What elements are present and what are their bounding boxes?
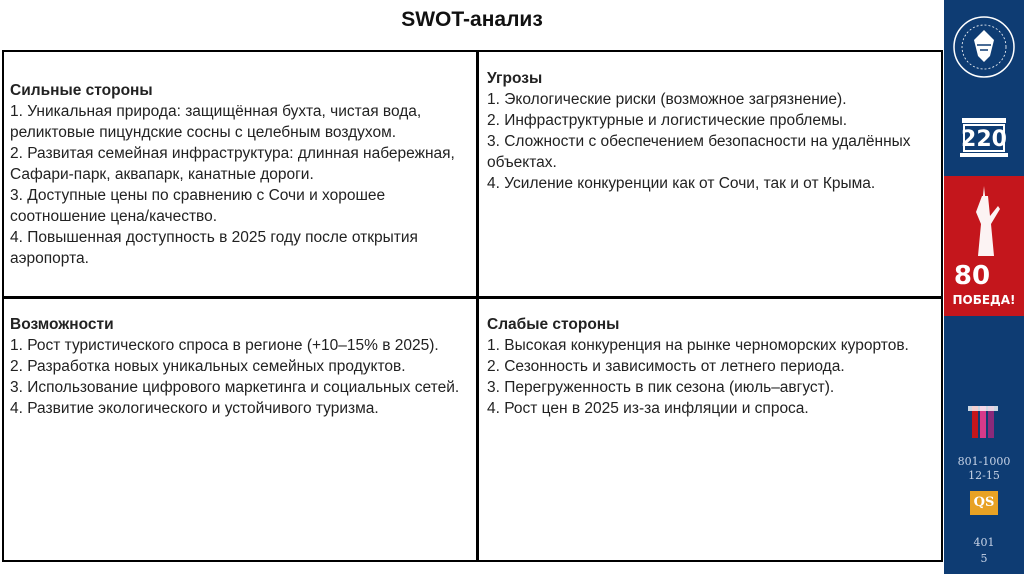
weaknesses-cell — [487, 314, 927, 419]
opportunities-heading: Возможности — [10, 316, 114, 333]
weaknesses-heading: Слабые стороны — [487, 316, 620, 333]
list-item: 1. Экологические риски (возможное загрязнение). — [487, 91, 847, 108]
list-item: 3. Перегруженность в пик сезона (июль–август). — [487, 379, 835, 396]
table-divider-vertical — [476, 52, 479, 560]
swot-table — [2, 50, 943, 562]
weaknesses-list — [487, 335, 927, 419]
the-ranking-logo-icon — [954, 400, 1014, 444]
svg-text:220: 220 — [961, 127, 1007, 152]
table-divider-horizontal — [4, 296, 941, 299]
threats-heading: Угрозы — [487, 70, 543, 87]
strengths-heading: Сильные стороны — [10, 82, 153, 99]
qs-rank-text-2: 5 — [980, 552, 988, 565]
opportunities-cell — [10, 314, 472, 419]
list-item: 2. Сезонность и зависимость от летнего периода. — [487, 358, 845, 375]
list-item: 2. Развитая семейная инфраструктура: длинная набережная, Сафари-парк, аквапарк, канатные дороги. — [10, 145, 455, 183]
list-item: 2. Разработка новых уникальных семейных продуктов. — [10, 358, 406, 375]
list-item: 2. Инфраструктурные и логистические проблемы. — [487, 112, 848, 129]
list-item: 3. Доступные цены по сравнению с Сочи и хорошее соотношение цена/качество. — [10, 187, 386, 225]
page-title: SWOT-анализ — [401, 8, 543, 31]
list-item: 1. Уникальная природа: защищённая бухта, чистая вода, реликтовые пицундские сосны с целебным воздухом. — [10, 103, 422, 141]
list-item: 4. Повышенная доступность в 2025 году после открытия аэропорта. — [10, 229, 418, 267]
anniversary-220-icon — [944, 96, 1024, 176]
victory-number: 80 — [953, 261, 991, 291]
qs-logo: QS — [970, 491, 998, 515]
list-item: 3. Сложности с обеспечением безопасности на удалённых объектах. — [487, 133, 911, 171]
victory-80-badge — [944, 176, 1024, 316]
strengths-list — [10, 101, 472, 269]
the-rank-text-2: 12-15 — [968, 469, 1000, 482]
list-item: 1. Высокая конкуренция на рынке черноморских курортов. — [487, 337, 909, 354]
list-item: 4. Развитие экологического и устойчивого туризма. — [10, 400, 379, 417]
the-rank-text: 801-1000 — [957, 455, 1011, 468]
list-item: 4. Усиление конкуренции как от Сочи, так и от Крыма. — [487, 175, 876, 192]
list-item: 4. Рост цен в 2025 из-за инфляции и спроса. — [487, 400, 809, 417]
university-logo-icon — [944, 0, 1024, 95]
threats-list — [487, 89, 927, 194]
branding-sidebar — [944, 0, 1024, 574]
threats-cell — [487, 68, 927, 194]
victory-text: ПОБЕДА! — [952, 293, 1016, 307]
motherland-statue-icon — [944, 176, 1024, 316]
qs-rank-text: 401 — [973, 536, 995, 549]
list-item: 3. Использование цифрового маркетинга и социальных сетей. — [10, 379, 460, 396]
list-item: 1. Рост туристического спроса в регионе (+10–15% в 2025). — [10, 337, 439, 354]
opportunities-list — [10, 335, 472, 419]
strengths-cell — [10, 80, 472, 269]
